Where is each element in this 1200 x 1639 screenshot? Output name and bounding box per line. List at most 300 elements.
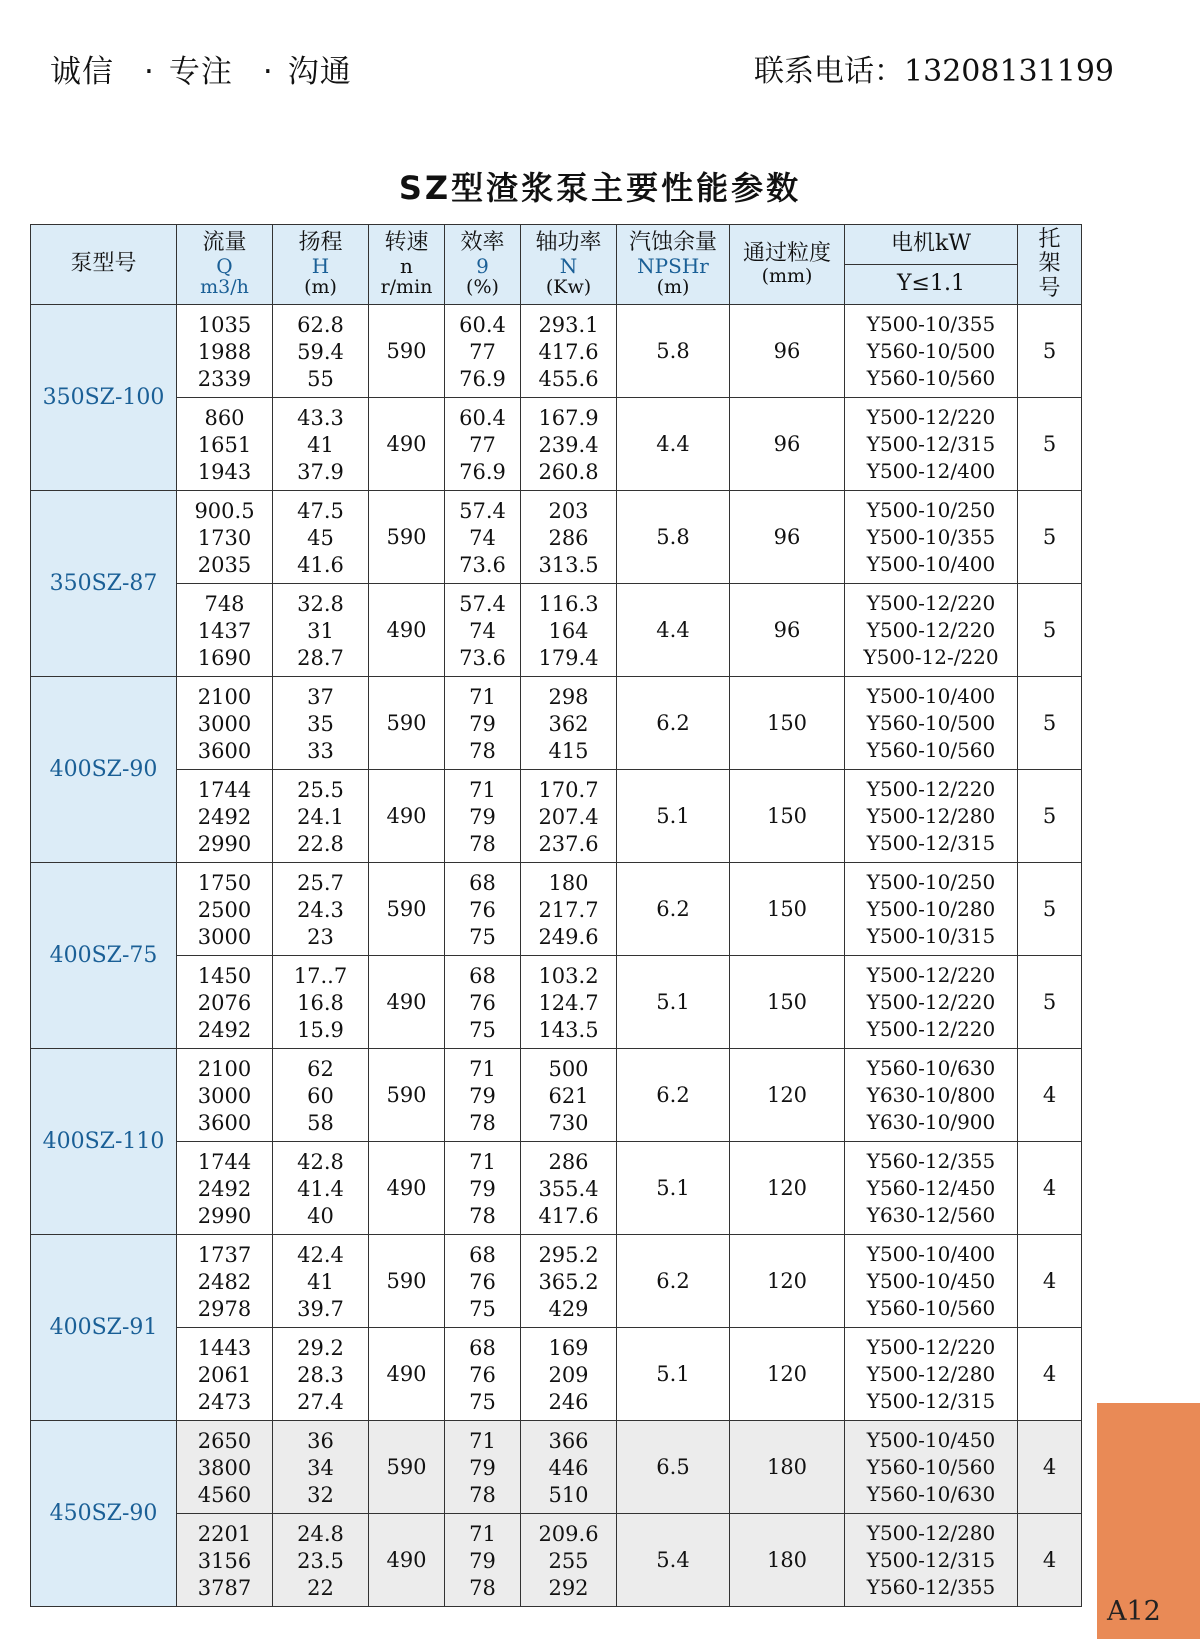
- flow-cell: [177, 1328, 273, 1421]
- table-row: [31, 1142, 1082, 1235]
- performance-table: [30, 224, 1082, 1607]
- header-particle: 通过粒度 (mm): [730, 225, 845, 305]
- motor-cell-line: Y560-10/630: [866, 1481, 996, 1506]
- shaft-power-cell: [521, 956, 617, 1049]
- npsh-cell: 5.1: [617, 956, 730, 1049]
- motor-cell: [845, 1328, 1018, 1421]
- motor-cell-line: Y500-10/250: [866, 497, 996, 522]
- head-cell: [273, 1421, 369, 1514]
- efficiency-cell: [445, 956, 521, 1049]
- frame-cell: 4: [1018, 1421, 1082, 1514]
- table-row: [31, 1235, 1082, 1328]
- head-cell-line: 25.7: [297, 870, 344, 895]
- efficiency-cell-line: 74: [469, 525, 496, 550]
- efficiency-cell: [445, 398, 521, 491]
- motor-cell-line: Y500-12/315: [866, 1388, 996, 1413]
- header-shaft-power: 轴功率 N (Kw): [521, 225, 617, 305]
- efficiency-cell-line: 78: [469, 1203, 496, 1228]
- speed-cell: 490: [369, 1514, 445, 1607]
- table-row: [31, 863, 1082, 956]
- efficiency-cell-line: 71: [469, 1149, 496, 1174]
- head-cell-line: 25.5: [297, 777, 344, 802]
- npsh-cell: 6.2: [617, 1049, 730, 1142]
- frame-cell: 5: [1018, 398, 1082, 491]
- flow-cell: [177, 770, 273, 863]
- particle-cell: 150: [730, 677, 845, 770]
- particle-cell: 120: [730, 1049, 845, 1142]
- npsh-cell: 5.8: [617, 305, 730, 398]
- header-speed: 转速 n r/min: [369, 225, 445, 305]
- shaft-power-cell-line: 455.6: [538, 366, 599, 391]
- motor-cell-line: Y560-12/355: [866, 1148, 996, 1173]
- head-cell: [273, 491, 369, 584]
- motor-cell: [845, 1514, 1018, 1607]
- flow-cell-line: 1737: [197, 1242, 252, 1267]
- efficiency-cell-line: 68: [469, 963, 496, 988]
- motor-cell-line: Y560-10/630: [866, 1055, 996, 1080]
- frame-cell: 5: [1018, 863, 1082, 956]
- flow-cell-line: 2201: [197, 1521, 252, 1546]
- motor-cell-line: Y560-10/560: [866, 365, 996, 390]
- flow-cell-line: 1744: [197, 777, 252, 802]
- npsh-cell: 5.1: [617, 770, 730, 863]
- motor-cell-line: Y560-10/560: [866, 1454, 996, 1479]
- motor-cell: [845, 305, 1018, 398]
- npsh-cell: 4.4: [617, 584, 730, 677]
- shaft-power-cell-line: 260.8: [538, 459, 599, 484]
- motor-cell-line: Y500-10/450: [866, 1268, 996, 1293]
- motor-cell-line: Y500-12/220: [866, 776, 996, 801]
- frame-cell: 4: [1018, 1235, 1082, 1328]
- flow-cell-line: 2061: [197, 1362, 252, 1387]
- head-cell: [273, 1142, 369, 1235]
- head-cell-line: 41: [307, 1269, 334, 1294]
- flow-cell-line: 2990: [197, 831, 252, 856]
- flow-cell-line: 1690: [197, 645, 252, 670]
- head-cell-line: 15.9: [297, 1017, 344, 1042]
- particle-cell: 120: [730, 1142, 845, 1235]
- flow-cell: [177, 1514, 273, 1607]
- particle-cell: 96: [730, 305, 845, 398]
- table-row: [31, 584, 1082, 677]
- npsh-cell: 5.4: [617, 1514, 730, 1607]
- efficiency-cell: [445, 677, 521, 770]
- motor-cell-line: Y500-10/355: [866, 311, 996, 336]
- head-cell-line: 45: [307, 525, 334, 550]
- flow-cell: [177, 584, 273, 677]
- flow-cell-line: 1035: [197, 312, 252, 337]
- efficiency-cell-line: 57.4: [459, 591, 506, 616]
- efficiency-cell-line: 68: [469, 870, 496, 895]
- model-cell: 400SZ-110: [31, 1049, 177, 1235]
- speed-cell: 490: [369, 770, 445, 863]
- particle-cell: 150: [730, 956, 845, 1049]
- head-cell-line: 47.5: [297, 498, 344, 523]
- shaft-power-cell-line: 355.4: [538, 1176, 599, 1201]
- particle-cell: 180: [730, 1514, 845, 1607]
- model-cell: 350SZ-100: [31, 305, 177, 491]
- motor-cell-line: Y500-10/355: [866, 524, 996, 549]
- head-cell: [273, 1328, 369, 1421]
- motor-cell-line: Y500-10/400: [866, 551, 996, 576]
- flow-cell-line: 2076: [197, 990, 252, 1015]
- head-cell-line: 39.7: [297, 1296, 344, 1321]
- motor-cell-line: Y560-12/355: [866, 1574, 996, 1599]
- npsh-cell: 6.5: [617, 1421, 730, 1514]
- head-cell-line: 60: [307, 1083, 334, 1108]
- motor-cell-line: Y630-10/900: [866, 1109, 996, 1134]
- shaft-power-cell-line: 103.2: [538, 963, 599, 988]
- shaft-power-cell-line: 446: [548, 1455, 589, 1480]
- motor-cell: [845, 863, 1018, 956]
- frame-cell: 4: [1018, 1514, 1082, 1607]
- speed-cell: 490: [369, 584, 445, 677]
- shaft-power-cell-line: 237.6: [538, 831, 599, 856]
- efficiency-cell: [445, 770, 521, 863]
- efficiency-cell-line: 78: [469, 831, 496, 856]
- head-cell-line: 40: [307, 1203, 334, 1228]
- speed-cell: 490: [369, 1142, 445, 1235]
- slogan-word: 沟通: [287, 54, 352, 90]
- motor-cell: [845, 770, 1018, 863]
- efficiency-cell-line: 79: [469, 711, 496, 736]
- head-cell-line: 24.1: [297, 804, 344, 829]
- flow-cell-line: 3156: [197, 1548, 252, 1573]
- flow-cell-line: 1750: [197, 870, 252, 895]
- flow-cell-line: 2100: [197, 1056, 252, 1081]
- motor-cell: [845, 491, 1018, 584]
- flow-cell-line: 2990: [197, 1203, 252, 1228]
- motor-cell-line: Y500-12/315: [866, 830, 996, 855]
- head-cell-line: 37.9: [297, 459, 344, 484]
- header-model: 泵型号: [31, 225, 177, 305]
- efficiency-cell-line: 57.4: [459, 498, 506, 523]
- flow-cell: [177, 1421, 273, 1514]
- motor-cell: [845, 1142, 1018, 1235]
- header-efficiency: 效率 9 (%): [445, 225, 521, 305]
- shaft-power-cell-line: 365.2: [538, 1269, 599, 1294]
- particle-cell: 150: [730, 863, 845, 956]
- efficiency-cell-line: 79: [469, 804, 496, 829]
- frame-cell: 4: [1018, 1049, 1082, 1142]
- efficiency-cell-line: 75: [469, 1296, 496, 1321]
- head-cell-line: 42.4: [297, 1242, 344, 1267]
- shaft-power-cell-line: 286: [548, 1149, 589, 1174]
- motor-cell-line: Y500-12/220: [866, 989, 996, 1014]
- efficiency-cell-line: 79: [469, 1455, 496, 1480]
- efficiency-cell-line: 78: [469, 1482, 496, 1507]
- flow-cell-line: 2650: [197, 1428, 252, 1453]
- speed-cell: 590: [369, 1049, 445, 1142]
- motor-cell: [845, 1421, 1018, 1514]
- head-cell-line: 62: [307, 1056, 334, 1081]
- head-cell-line: 28.3: [297, 1362, 344, 1387]
- head-cell: [273, 863, 369, 956]
- shaft-power-cell-line: 167.9: [538, 405, 599, 430]
- motor-cell: [845, 1049, 1018, 1142]
- shaft-power-cell-line: 116.3: [538, 591, 599, 616]
- shaft-power-cell-line: 313.5: [538, 552, 599, 577]
- motor-cell: [845, 584, 1018, 677]
- head-cell: [273, 770, 369, 863]
- motor-cell-line: Y560-10/560: [866, 1295, 996, 1320]
- head-cell: [273, 398, 369, 491]
- head-cell-line: 37: [307, 684, 334, 709]
- efficiency-cell: [445, 863, 521, 956]
- speed-cell: 490: [369, 956, 445, 1049]
- frame-cell: 4: [1018, 1142, 1082, 1235]
- head-cell-line: 22: [307, 1575, 334, 1600]
- efficiency-cell: [445, 1328, 521, 1421]
- model-cell: 400SZ-90: [31, 677, 177, 863]
- head-cell-line: 28.7: [297, 645, 344, 670]
- head-cell-line: 27.4: [297, 1389, 344, 1414]
- head-cell-line: 17..7: [293, 963, 348, 988]
- table-row: [31, 305, 1082, 398]
- shaft-power-cell-line: 621: [548, 1083, 589, 1108]
- particle-cell: 96: [730, 491, 845, 584]
- shaft-power-cell-line: 295.2: [538, 1242, 599, 1267]
- efficiency-cell: [445, 1049, 521, 1142]
- header-motor-sub: Y≤1.1: [845, 265, 1018, 305]
- flow-cell-line: 1988: [197, 339, 252, 364]
- motor-cell-line: Y500-12/220: [866, 1334, 996, 1359]
- model-cell: 450SZ-90: [31, 1421, 177, 1607]
- shaft-power-cell: [521, 305, 617, 398]
- head-cell-line: 23: [307, 924, 334, 949]
- motor-cell-line: Y500-10/400: [866, 1241, 996, 1266]
- shaft-power-cell-line: 362: [548, 711, 589, 736]
- motor-cell-line: Y500-10/250: [866, 869, 996, 894]
- header-motor: 电机kW: [845, 225, 1018, 265]
- efficiency-cell: [445, 584, 521, 677]
- head-cell-line: 59.4: [297, 339, 344, 364]
- motor-cell-line: Y500-12/400: [866, 458, 996, 483]
- shaft-power-cell-line: 510: [548, 1482, 589, 1507]
- shaft-power-cell-line: 217.7: [538, 897, 599, 922]
- head-cell-line: 36: [307, 1428, 334, 1453]
- table-row: [31, 1421, 1082, 1514]
- motor-cell-line: Y500-12/315: [866, 431, 996, 456]
- table-row: [31, 491, 1082, 584]
- shaft-power-cell-line: 286: [548, 525, 589, 550]
- efficiency-cell: [445, 305, 521, 398]
- flow-cell-line: 900.5: [194, 498, 255, 523]
- frame-cell: 4: [1018, 1328, 1082, 1421]
- shaft-power-cell-line: 209: [548, 1362, 589, 1387]
- shaft-power-cell: [521, 1514, 617, 1607]
- flow-cell-line: 3000: [197, 924, 252, 949]
- motor-cell: [845, 677, 1018, 770]
- table-row: [31, 770, 1082, 863]
- efficiency-cell-line: 76: [469, 1362, 496, 1387]
- shaft-power-cell: [521, 863, 617, 956]
- flow-cell-line: 2035: [197, 552, 252, 577]
- motor-cell-line: Y500-12/280: [866, 803, 996, 828]
- head-cell: [273, 956, 369, 1049]
- flow-cell-line: 3600: [197, 738, 252, 763]
- flow-cell: [177, 677, 273, 770]
- efficiency-cell: [445, 1235, 521, 1328]
- flow-cell-line: 2339: [197, 366, 252, 391]
- flow-cell-line: 1943: [197, 459, 252, 484]
- shaft-power-cell-line: 179.4: [538, 645, 599, 670]
- speed-cell: 590: [369, 1421, 445, 1514]
- efficiency-cell-line: 73.6: [459, 552, 506, 577]
- head-cell-line: 55: [307, 366, 334, 391]
- flow-cell: [177, 863, 273, 956]
- efficiency-cell-line: 60.4: [459, 312, 506, 337]
- shaft-power-cell-line: 143.5: [538, 1017, 599, 1042]
- speed-cell: 590: [369, 491, 445, 584]
- flow-cell: [177, 1235, 273, 1328]
- head-cell-line: 22.8: [297, 831, 344, 856]
- header-head: 扬程 H (m): [273, 225, 369, 305]
- motor-cell-line: Y500-12/315: [866, 1547, 996, 1572]
- table-row: [31, 1514, 1082, 1607]
- motor-cell-line: Y500-12/280: [866, 1361, 996, 1386]
- flow-cell-line: 3000: [197, 711, 252, 736]
- flow-cell-line: 1651: [197, 432, 252, 457]
- motor-cell-line: Y500-12/220: [866, 1016, 996, 1041]
- speed-cell: 590: [369, 863, 445, 956]
- shaft-power-cell-line: 366: [548, 1428, 589, 1453]
- head-cell-line: 33: [307, 738, 334, 763]
- motor-cell-line: Y500-12-/220: [863, 644, 999, 669]
- shaft-power-cell-line: 500: [548, 1056, 589, 1081]
- efficiency-cell-line: 71: [469, 1521, 496, 1546]
- head-cell-line: 42.8: [297, 1149, 344, 1174]
- frame-cell: 5: [1018, 770, 1082, 863]
- particle-cell: 96: [730, 584, 845, 677]
- shaft-power-cell-line: 209.6: [538, 1521, 599, 1546]
- efficiency-cell-line: 76.9: [459, 366, 506, 391]
- flow-cell-line: 1744: [197, 1149, 252, 1174]
- shaft-power-cell-line: 293.1: [538, 312, 599, 337]
- efficiency-cell-line: 76: [469, 1269, 496, 1294]
- motor-cell-line: Y500-10/400: [866, 683, 996, 708]
- shaft-power-cell-line: 292: [548, 1575, 589, 1600]
- slogan-dot: ·: [262, 54, 274, 90]
- table-row: [31, 677, 1082, 770]
- head-cell: [273, 1514, 369, 1607]
- motor-cell-line: Y560-10/560: [866, 737, 996, 762]
- frame-cell: 5: [1018, 956, 1082, 1049]
- head-cell: [273, 677, 369, 770]
- head-cell-line: 62.8: [297, 312, 344, 337]
- efficiency-cell-line: 73.6: [459, 645, 506, 670]
- flow-cell: [177, 491, 273, 584]
- shaft-power-cell-line: 207.4: [538, 804, 599, 829]
- shaft-power-cell-line: 164: [548, 618, 589, 643]
- efficiency-cell: [445, 1142, 521, 1235]
- flow-cell-line: 3800: [197, 1455, 252, 1480]
- shaft-power-cell: [521, 491, 617, 584]
- model-cell: 350SZ-87: [31, 491, 177, 677]
- flow-cell-line: 2492: [197, 804, 252, 829]
- head-cell: [273, 1049, 369, 1142]
- shaft-power-cell-line: 429: [548, 1296, 589, 1321]
- flow-cell: [177, 956, 273, 1049]
- motor-cell-line: Y630-12/560: [866, 1202, 996, 1227]
- shaft-power-cell-line: 124.7: [538, 990, 599, 1015]
- slogan-word: 专注: [168, 54, 233, 90]
- flow-cell-line: 3000: [197, 1083, 252, 1108]
- shaft-power-cell-line: 415: [548, 738, 589, 763]
- particle-cell: 120: [730, 1235, 845, 1328]
- head-cell-line: 34: [307, 1455, 334, 1480]
- head-cell-line: 24.8: [297, 1521, 344, 1546]
- efficiency-cell-line: 74: [469, 618, 496, 643]
- efficiency-cell-line: 76: [469, 897, 496, 922]
- motor-cell-line: Y560-12/450: [866, 1175, 996, 1200]
- flow-cell-line: 748: [204, 591, 245, 616]
- head-cell-line: 32: [307, 1482, 334, 1507]
- efficiency-cell-line: 60.4: [459, 405, 506, 430]
- efficiency-cell-line: 79: [469, 1083, 496, 1108]
- efficiency-cell-line: 75: [469, 1389, 496, 1414]
- head-cell: [273, 584, 369, 677]
- shaft-power-cell: [521, 398, 617, 491]
- efficiency-cell-line: 68: [469, 1242, 496, 1267]
- model-cell: 400SZ-91: [31, 1235, 177, 1421]
- shaft-power-cell: [521, 677, 617, 770]
- shaft-power-cell-line: 203: [548, 498, 589, 523]
- flow-cell: [177, 1142, 273, 1235]
- frame-cell: 5: [1018, 305, 1082, 398]
- flow-cell-line: 2500: [197, 897, 252, 922]
- speed-cell: 590: [369, 305, 445, 398]
- efficiency-cell-line: 75: [469, 924, 496, 949]
- shaft-power-cell-line: 180: [548, 870, 589, 895]
- shaft-power-cell-line: 417.6: [538, 339, 599, 364]
- slogan-dot: ·: [144, 54, 155, 90]
- npsh-cell: 5.8: [617, 491, 730, 584]
- motor-cell: [845, 398, 1018, 491]
- shaft-power-cell-line: 298: [548, 684, 589, 709]
- particle-cell: 120: [730, 1328, 845, 1421]
- flow-cell: [177, 305, 273, 398]
- shaft-power-cell-line: 417.6: [538, 1203, 599, 1228]
- head-cell-line: 29.2: [297, 1335, 344, 1360]
- flow-cell-line: 1450: [197, 963, 252, 988]
- flow-cell-line: 4560: [197, 1482, 252, 1507]
- table-row: [31, 956, 1082, 1049]
- shaft-power-cell: [521, 1049, 617, 1142]
- motor-cell-line: Y500-12/280: [866, 1520, 996, 1545]
- shaft-power-cell-line: 239.4: [538, 432, 599, 457]
- shaft-power-cell-line: 169: [548, 1335, 589, 1360]
- shaft-power-cell: [521, 1421, 617, 1514]
- flow-cell-line: 2473: [197, 1389, 252, 1414]
- flow-cell-line: 3600: [197, 1110, 252, 1135]
- contact-phone: 联系电话：13208131199: [754, 54, 1114, 89]
- head-cell-line: 24.3: [297, 897, 344, 922]
- efficiency-cell-line: 78: [469, 738, 496, 763]
- efficiency-cell-line: 79: [469, 1548, 496, 1573]
- model-cell: 400SZ-75: [31, 863, 177, 1049]
- table-body: [31, 305, 1082, 1607]
- table-row: [31, 1328, 1082, 1421]
- motor-cell-line: Y500-10/315: [866, 923, 996, 948]
- efficiency-cell-line: 76: [469, 990, 496, 1015]
- efficiency-cell-line: 71: [469, 1056, 496, 1081]
- header-frame: 托 架 号: [1018, 225, 1082, 305]
- shaft-power-cell: [521, 1235, 617, 1328]
- efficiency-cell-line: 75: [469, 1017, 496, 1042]
- motor-cell: [845, 956, 1018, 1049]
- head-cell-line: 41: [307, 432, 334, 457]
